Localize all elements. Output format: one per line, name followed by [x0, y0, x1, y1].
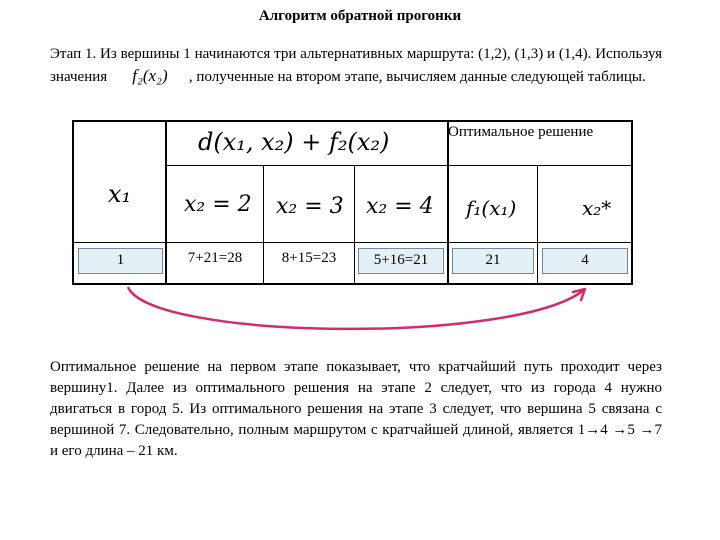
- cell-x2-2: 7+21=28: [187, 250, 243, 266]
- optimal-solution-label: Оптимальное решение: [448, 124, 594, 140]
- inline-formula: f₂(x₂): [132, 66, 168, 85]
- cell-x2-3: 8+15=23: [281, 250, 337, 266]
- col-header-x2-eq-2: x₂ = 2: [184, 192, 252, 217]
- col-header-x2-eq-4: x₂ = 4: [366, 194, 434, 219]
- row-header-x1: x₁: [108, 180, 132, 208]
- col-header-x2-star: x₂*: [582, 196, 612, 220]
- row-x1-cell: 1: [78, 248, 163, 274]
- conclusion-paragraph: Оптимальное решение на первом этапе показывает, что кратчайший путь проходит через вершину1. Далее из оптимального решения на этапе 2 следует, что из города 4 нужно двигаться в город 5. Из оптимального решения на этапе 3 следует, что вершина 5 связана с вершиной 7. Следовательно, полным маршрутом с кратчайшей длиной, является 1→4 →5 →7 и его длина – 21 км.: [50, 359, 662, 459]
- page-title: Алгоритм обратной прогонки: [258, 8, 462, 24]
- intro-text-1: Этап 1. Из вершины 1 начинаются три альтернативных маршрута: (1,2), (1,3) и (1,4). Используя значения: [50, 46, 662, 85]
- cell-f1: 21: [452, 248, 534, 274]
- cell-x2-4: 5+16=21: [358, 248, 444, 274]
- cell-x2-star: 4: [542, 248, 628, 274]
- intro-text-2: , полученные на втором этапе, вычисляем данные следующей таблицы.: [188, 69, 646, 85]
- header-formula: d(x₁, x₂) + f₂(x₂): [198, 128, 390, 156]
- col-header-x2-eq-3: x₂ = 3: [276, 194, 344, 219]
- col-header-f1: f₁(x₁): [466, 196, 517, 220]
